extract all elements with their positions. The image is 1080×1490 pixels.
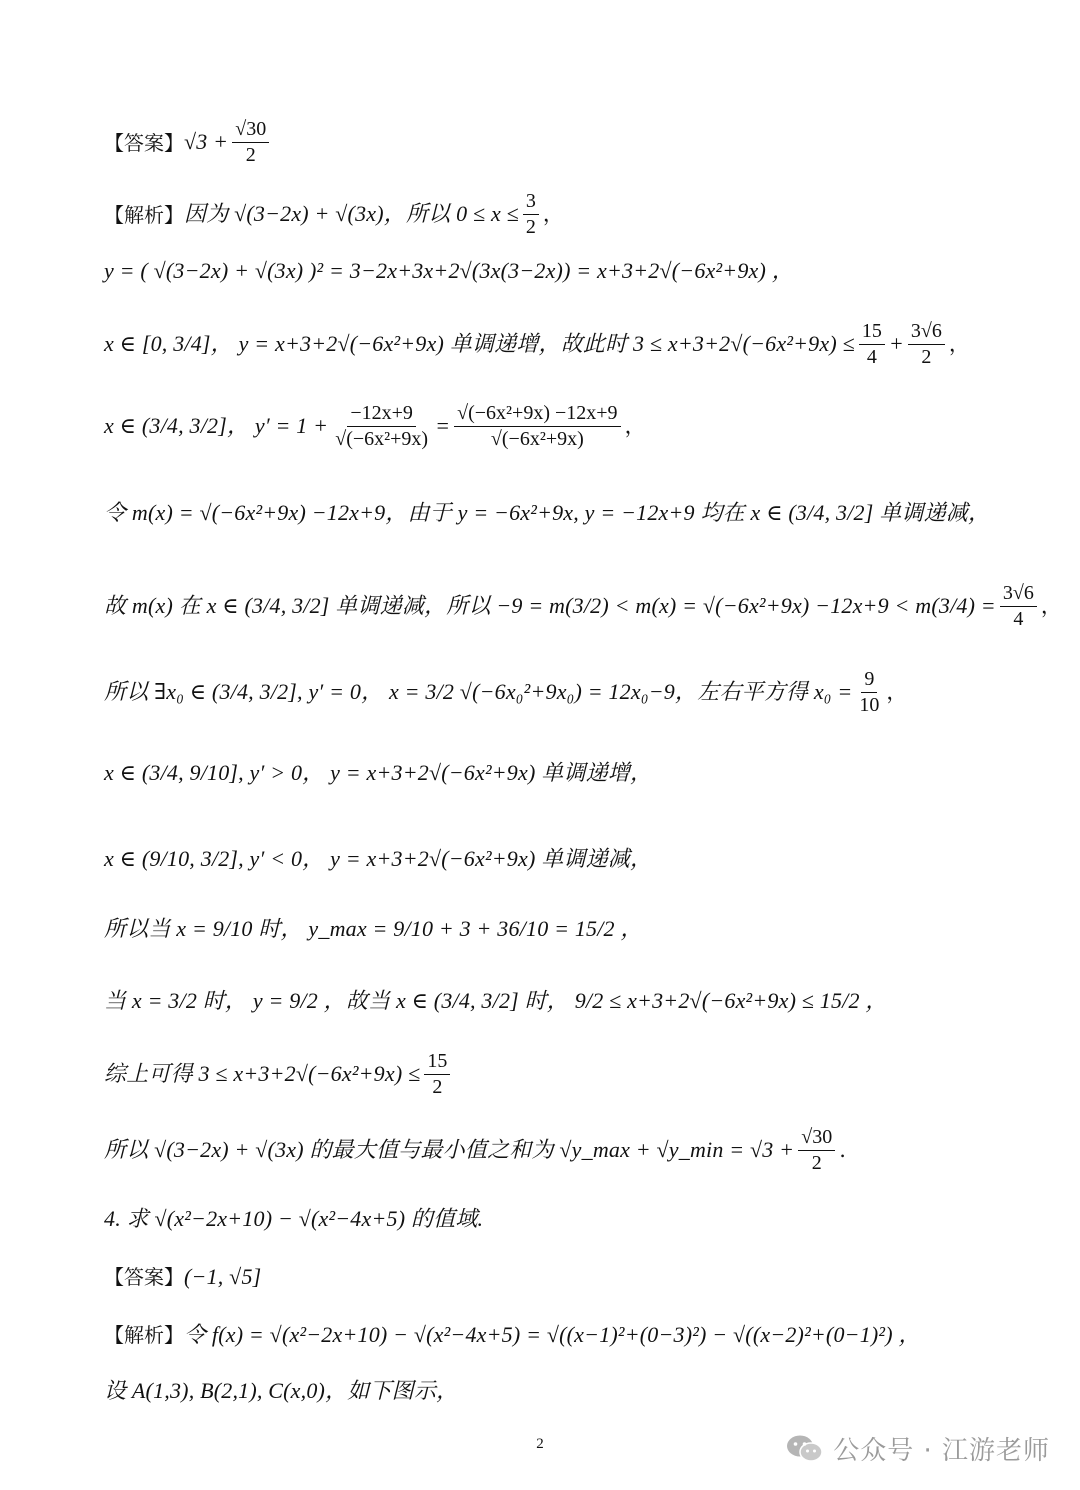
analysis2-line-2: 设 A(1,3), B(2,1), C(x,0)，如下图示， bbox=[104, 1378, 459, 1403]
answer-line-1 bbox=[104, 118, 1020, 167]
page-number: 2 bbox=[536, 1436, 544, 1452]
analysis-line-12: 综上可得 3 ≤ x+3+2√(−6x²+9x) ≤ $\frac{15}{2}$ bbox=[104, 1050, 1020, 1099]
wechat-icon bbox=[785, 1433, 825, 1465]
analysis-line-8: x ∈ (3/4, 9/10], y′ > 0， y = x+3+2√(−6x²+9x) 单调递增， bbox=[104, 760, 653, 785]
analysis-label: 【解析】 bbox=[104, 1323, 184, 1348]
analysis-line-3: x ∈ [0, 3/4]， y = x+3+2√(−6x²+9x) 单调递增，故此时 3 ≤ x+3+2√(−6x²+9x) ≤ $\frac{15}{4}$ + $\frac{3√6}{2}$ ， bbox=[104, 320, 970, 368]
analysis-line-9: x ∈ (9/10, 3/2], y′ < 0， y = x+3+2√(−6x²+9x) 单调递减， bbox=[104, 846, 653, 871]
analysis-line-11: 当 x = 3/2 时， y = 9/2 ，故当 x ∈ (3/4, 3/2] 时， 9/2 ≤ x+3+2√(−6x²+9x) ≤ 15/2 ， bbox=[104, 988, 888, 1013]
question-4: 4. 求 √(x²−2x+10) − √(x²−4x+5) 的值域. bbox=[104, 1206, 484, 1231]
answer-fraction: $\frac{√30}{2}$ bbox=[232, 118, 269, 167]
watermark bbox=[785, 1430, 1050, 1467]
analysis-line-1: 【解析】 因为 √(3−2x) + √(3x)，所以 0 ≤ x ≤ $\frac{3}{2}$ ， bbox=[104, 190, 564, 238]
analysis-line-6: 故 m(x) 在 x ∈ (3/4, 3/2] 单调递减，所以 −9 = m(3/2) < m(x) = √(−6x²+9x) −12x+9 < m(3/4) = $\frac{3√6}{4}$ ， bbox=[104, 582, 1062, 630]
analysis-line-13: 所以 √(3−2x) + √(3x) 的最大值与最小值之和为 √y_max + √y_min = √3 + $\frac{√30}{2}$ . bbox=[104, 1126, 846, 1174]
analysis-label: 【解析】 bbox=[104, 202, 184, 227]
analysis2-line-1: 【解析】 令 f(x) = √(x²−2x+10) − √(x²−4x+5) = √((x−1)²+(0−3)²) − √((x−2)²+(0−1)²) ， bbox=[104, 1322, 921, 1348]
answer-value: (−1, √5] bbox=[184, 1264, 262, 1289]
watermark-text: 公众号 · 江游老师 bbox=[833, 1436, 1050, 1466]
analysis-line-2: y = ( √(3−2x) + √(3x) )² = 3−2x+3x+2√(3x(3−2x)) = x+3+2√(−6x²+9x) ， bbox=[104, 258, 794, 283]
answer-label: 【答案】 bbox=[104, 130, 184, 155]
answer-prefix: √3 + bbox=[184, 129, 229, 155]
analysis-line-4: x ∈ (3/4, 3/2]， y′ = 1 + $\frac{-12x+9}{\text{√(−6x²+9x)}}$ = $\frac{\text{√(−6x²+9x) −12x+9}}{\text{√(−6x²+9x)}}$ ， bbox=[104, 402, 646, 450]
analysis-line-7: 所以 ∃x₀ ∈ (3/4, 3/2], y′ = 0， x = 3/2 √(−6x₀²+9x₀) = 12x₀−9，左右平方得 x₀ = $\frac{9}{10}$ ， bbox=[104, 668, 908, 716]
answer-line-2 bbox=[104, 1264, 1020, 1290]
analysis-line-10: 所以当 x = 9/10 时， y_max = 9/10 + 3 + 36/10 = 15/2 ， bbox=[104, 916, 643, 941]
analysis-line-5: 令 m(x) = √(−6x²+9x) −12x+9，由于 y = −6x²+9x, y = −12x+9 均在 x ∈ (3/4, 3/2] 单调递减， bbox=[104, 500, 991, 525]
answer-label: 【答案】 bbox=[104, 1265, 184, 1290]
